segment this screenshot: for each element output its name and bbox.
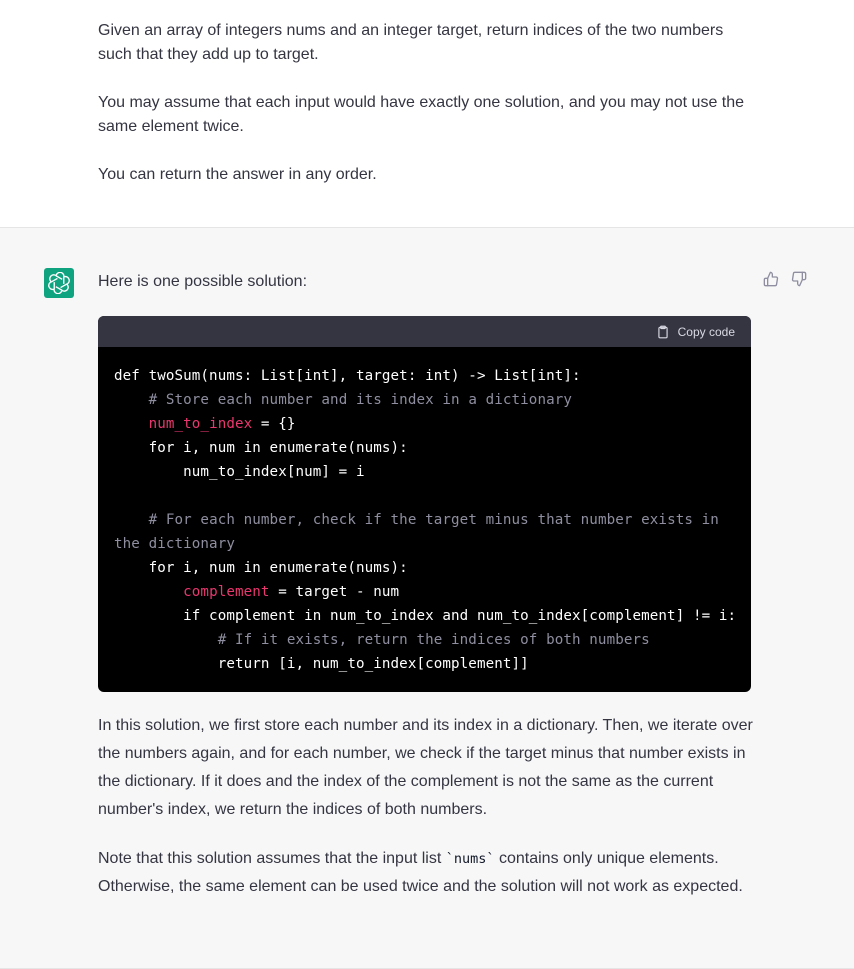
code-variable: num_to_index xyxy=(148,416,253,432)
user-paragraph: You can return the answer in any order. xyxy=(98,166,377,183)
user-paragraph: You may assume that each input would have exactly one solution, and you may not use the same element twice. xyxy=(98,94,745,135)
user-paragraph: Given an array of integers nums and an integer target, return indices of the two numbers such that they add up to target. xyxy=(98,22,724,63)
copy-code-button[interactable] xyxy=(656,325,735,339)
code-line: num_to_index = {} xyxy=(148,416,296,432)
user-message xyxy=(0,0,854,228)
note-paragraph: Note that this solution assumes that the input list `nums` contains only unique elements. Otherwise, the same element can be used twice and the solution will not work as expected. xyxy=(98,850,743,895)
code-line: return [i, num_to_index[complement]] xyxy=(114,656,529,672)
code-line: for i, num in enumerate(nums): xyxy=(114,560,408,576)
code-comment: # For each number, check if the target minus that number exists in xyxy=(148,512,719,528)
code-line: for i, num in enumerate(nums): xyxy=(114,440,408,456)
code-line xyxy=(114,508,735,532)
openai-logo-icon xyxy=(48,272,70,294)
code-variable: complement xyxy=(183,584,270,600)
explanation-paragraph: In this solution, we first store each number and its index in a dictionary. Then, we iterate over the numbers again, and for each number, we check if the target minus that number exists in the dictionary. If it does and the index of the complement is not the same as the current number's index, we return the indices of both numbers. xyxy=(98,717,753,818)
code-header xyxy=(98,316,751,347)
code-line xyxy=(114,628,735,652)
inline-code: `nums` xyxy=(445,851,495,867)
code-line: num_to_index[num] = i xyxy=(114,464,365,480)
code-line: complement = target - num xyxy=(183,584,400,600)
thumbs-up-icon xyxy=(763,271,779,287)
code-content xyxy=(98,347,751,676)
code-comment: the dictionary xyxy=(114,536,235,552)
code-line: if complement in num_to_index and num_to_index[complement] != i: xyxy=(114,608,737,624)
copy-code-label: Copy code xyxy=(677,324,735,339)
clipboard-icon xyxy=(656,325,670,339)
thumbs-down-button[interactable] xyxy=(788,268,810,290)
thumbs-up-button[interactable] xyxy=(760,268,782,290)
code-line xyxy=(114,532,735,556)
code-line xyxy=(114,388,735,412)
code-comment: # Store each number and its index in a dictionary xyxy=(148,392,573,408)
code-line: def twoSum(nums: List[int], target: int) -> List[int]: xyxy=(114,368,581,384)
code-block xyxy=(98,316,751,692)
assistant-message xyxy=(0,228,854,969)
assistant-intro: Here is one possible solution: xyxy=(98,273,308,290)
code-comment: # If it exists, return the indices of both numbers xyxy=(217,632,650,648)
code-line xyxy=(114,484,735,508)
assistant-avatar xyxy=(44,268,74,298)
thumbs-down-icon xyxy=(791,271,807,287)
